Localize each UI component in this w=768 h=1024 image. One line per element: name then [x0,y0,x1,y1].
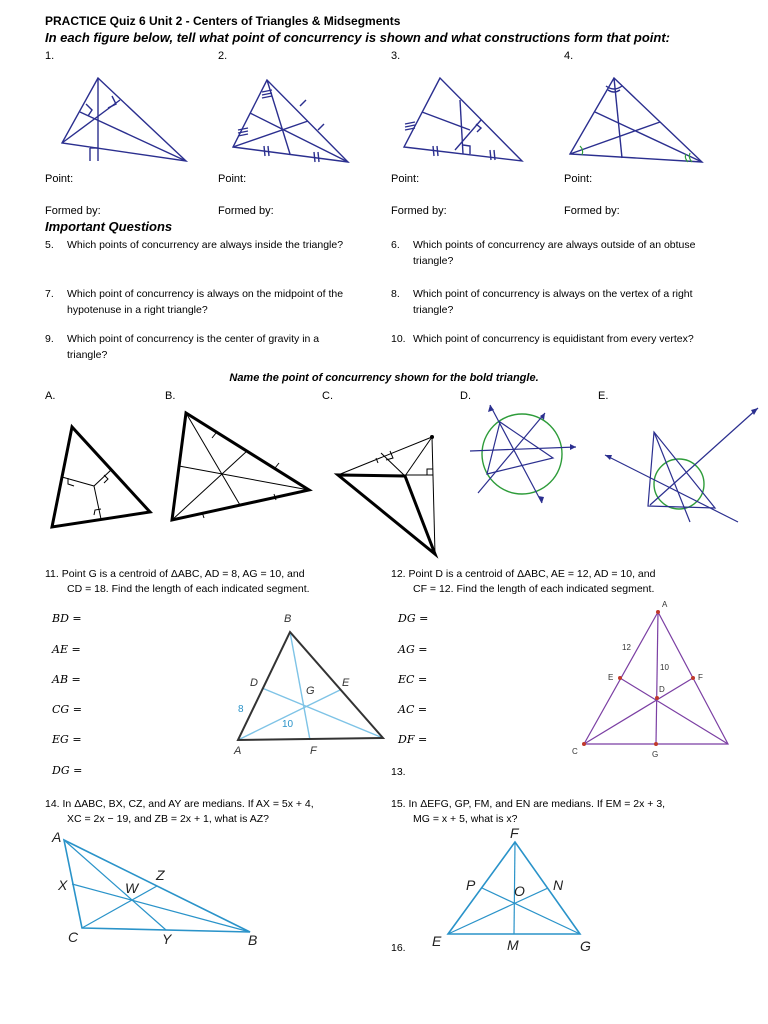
point-label-4: Point: [564,173,593,185]
label-f-15: F [510,825,519,841]
question-number: 6. [391,239,400,251]
answer-bd: BD = [52,612,82,625]
letter-a: A. [45,390,56,402]
question-16-number: 16. [391,942,406,954]
label-c-14: C [68,929,79,945]
point-label-3: Point: [391,173,420,185]
answer-cg: CG = [52,703,82,716]
label-c-12: C [572,747,578,756]
label-o-15: O [514,883,525,899]
answer-dg: DG = [52,764,83,777]
label-g-15: G [580,938,591,954]
figure-number-4: 4. [564,50,574,62]
question-11-line-2: CD = 18. Find the length of each indicated segment. [67,583,310,595]
label-p-15: P [466,877,476,893]
label-b-14: B [248,932,258,948]
question-text: Which point of concurrency is always on the midpoint of the hypotenuse in a right triangle? [67,288,344,316]
question-15-line-1: 15. In ΔEFG, GP, FM, and EN are medians. If EM = 2x + 3, [391,798,666,810]
label-8: 8 [238,704,244,715]
question-11-line-1: 11. Point G is a centroid of ΔABC, AD = 8, AG = 10, and [45,568,305,580]
bold-triangle-instruction: Name the point of concurrency shown for the bold triangle. [229,372,539,384]
figure-number-3: 3. [391,50,401,62]
label-w-14: W [125,880,139,896]
question-14-line-1: 14. In ΔABC, BX, CZ, and AY are medians. If AX = 5x + 4, [45,798,314,810]
label-b: B [284,613,292,625]
formed-label-4: Formed by: [564,205,620,217]
letter-b: B. [165,390,176,402]
label-x-14: X [58,877,68,893]
question-number: 10. [391,333,406,345]
worksheet-title: PRACTICE Quiz 6 Unit 2 - Centers of Triangles & Midsegments [45,14,401,28]
label-a-14: A [52,829,62,845]
formed-label-3: Formed by: [391,205,447,217]
label-g-12: G [652,750,659,759]
point-label-1: Point: [45,173,74,185]
label-e-15: E [432,933,442,949]
important-questions-heading: Important Questions [45,219,173,234]
answer-dg-12: DG = [398,612,429,625]
label-10: 10 [282,719,294,730]
question-number: 8. [391,288,400,300]
question-text: Which points of concurrency are always inside the triangle? [67,239,344,251]
question-text: Which point of concurrency is the center of gravity in a triangle? [67,333,320,361]
question-14-line-2: XC = 2x − 19, and ZB = 2x + 1, what is AZ? [67,813,269,825]
label-n-15: N [553,877,564,893]
formed-label-1: Formed by: [45,205,101,217]
question-15-line-2: MG = x + 5, what is x? [413,813,518,825]
label-d: D [250,677,258,689]
label-e: E [342,677,350,689]
question-12-line-2: CF = 12. Find the length of each indicated segment. [413,583,655,595]
question-text: Which points of concurrency are always outside of an obtuse triangle? [413,239,696,267]
label-m-15: M [507,937,519,953]
question-number: 9. [45,333,54,345]
question-number: 7. [45,288,54,300]
letter-d: D. [460,390,471,402]
label-g: G [306,685,315,697]
instructions: In each figure below, tell what point of concurrency is shown and what constructions form that point: [45,30,671,45]
point-label-2: Point: [218,173,247,185]
answer-ae: AE = [52,643,81,656]
label-f: F [310,745,317,757]
letter-c: C. [322,390,333,402]
question-text: Which point of concurrency is equidistant from every vertex? [413,333,694,345]
question-text: Which point of concurrency is always on the vertex of a right triangle? [413,288,693,316]
label-12: 12 [622,643,631,652]
figure-number-1: 1. [45,50,55,62]
answer-ac: AC = [398,703,428,716]
label-f-12: F [698,673,703,682]
label-y-14: Y [162,931,172,947]
answer-ab: AB = [52,673,81,686]
label-e-12: E [608,673,614,682]
formed-label-2: Formed by: [218,205,274,217]
label-a: A [234,745,242,757]
question-number: 5. [45,239,54,251]
label-z-14: Z [156,867,165,883]
label-d-12: D [659,685,665,694]
answer-eg: EG = [52,733,82,746]
answer-ag: AG = [398,643,428,656]
figure-number-2: 2. [218,50,228,62]
question-12-line-1: 12. Point D is a centroid of ΔABC, AE = 12, AD = 10, and [391,568,656,580]
label-10-12: 10 [660,663,669,672]
answer-df: DF = [398,733,428,746]
answer-ec: EC = [398,673,428,686]
label-a-12: A [662,600,668,609]
letter-e: E. [598,390,609,402]
question-13-number: 13. [391,766,406,778]
